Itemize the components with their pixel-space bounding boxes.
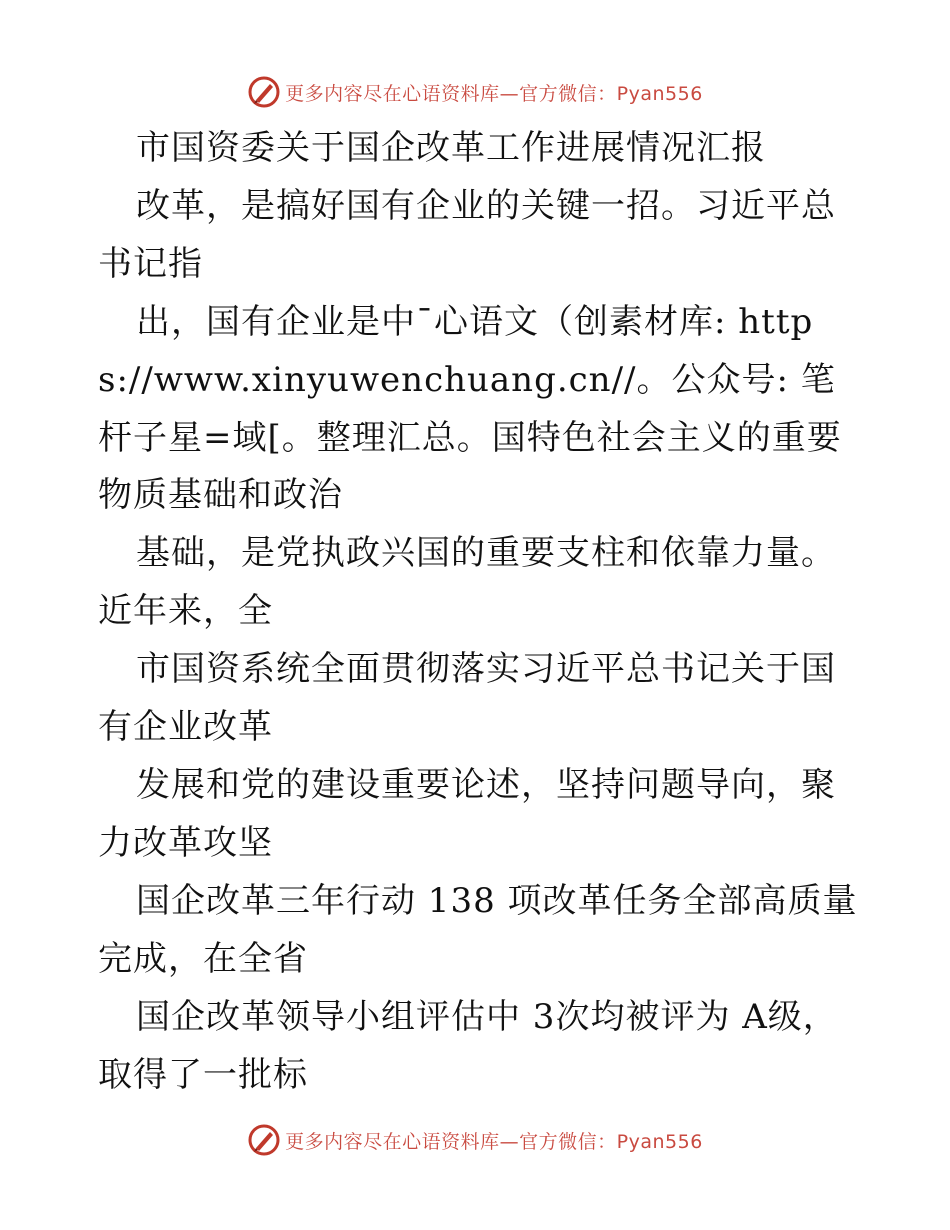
paragraph: 国企改革领导小组评估中 3次均被评为 A级，取得了一批标	[98, 996, 838, 1095]
paragraph: 改革，是搞好国有企业的关键一招。习近平总书记指	[98, 185, 836, 284]
paragraph: 发展和党的建设重要论述，坚持问题导向，聚力改革攻坚	[98, 764, 836, 863]
banner-text: 更多内容尽在心语资料库—官方微信：Pyan556	[285, 1130, 703, 1153]
paragraph: 市国资系统全面贯彻落实习近平总书记关于国有企业改革	[98, 649, 836, 748]
banner-text: 更多内容尽在心语资料库—官方微信：Pyan556	[285, 82, 703, 105]
pen-logo-icon	[247, 1123, 281, 1157]
paragraph: 国企改革三年行动 138 项改革任务全部高质量完成，在全省	[98, 880, 858, 979]
header-banner	[0, 72, 950, 112]
pen-logo-icon	[247, 75, 281, 109]
document-title: 市国资委关于国企改革工作进展情况汇报	[136, 128, 766, 168]
footer-banner	[0, 1120, 950, 1160]
document-body	[98, 120, 858, 1104]
paragraph: 基础，是党执政兴国的重要支柱和依靠力量。近年来，全	[98, 533, 836, 632]
paragraph: 出，国有企业是中¯心语文（创素材库: https://www.xinyuwenchuang.cn//。公众号: 笔杆子星=域[。整理汇总。国特色社会主义的重要物质基础和政治	[98, 301, 842, 516]
